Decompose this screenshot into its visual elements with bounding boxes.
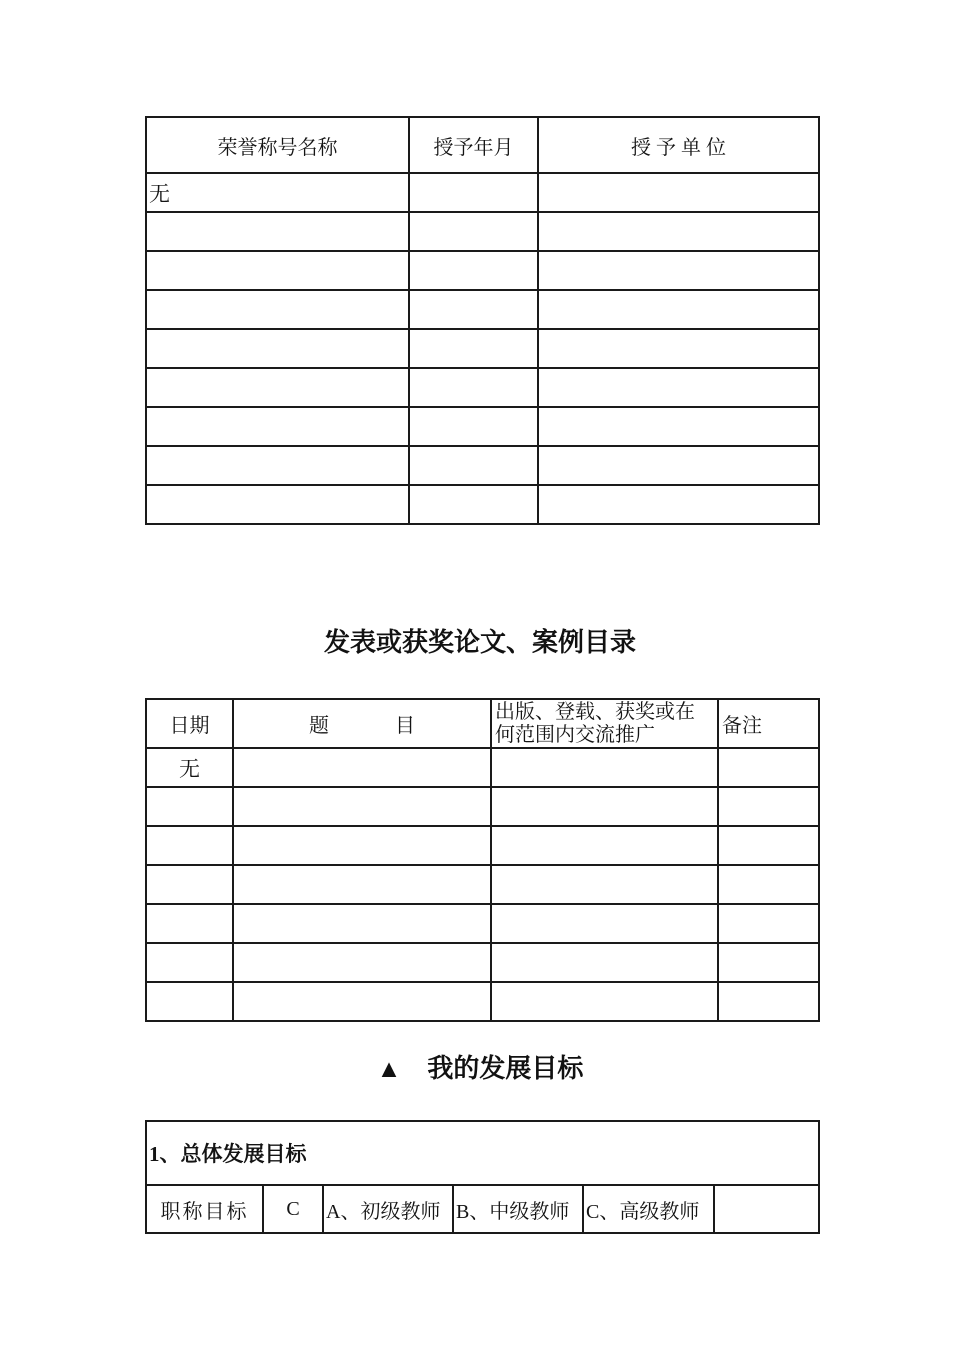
table-cell [146,251,409,290]
honor-titles-table [145,116,820,525]
table-cell [718,787,819,826]
honor-name-cell: 无 [146,173,409,212]
table-cell [409,329,538,368]
title-goal-value: C [263,1185,323,1233]
table-cell [233,865,491,904]
table-row [146,290,819,329]
table-cell [718,748,819,787]
goals-options-row [146,1185,819,1233]
table-cell [538,212,819,251]
table-cell [146,368,409,407]
table-cell [491,904,718,943]
table-cell [491,982,718,1021]
table-cell [146,485,409,524]
honor-col-date-header: 授予年月 [409,117,538,173]
table-cell [718,943,819,982]
honor-col-name-header: 荣誉称号名称 [146,117,409,173]
table-cell [146,787,233,826]
table-cell [233,943,491,982]
table-row [146,982,819,1021]
table-row [146,865,819,904]
table-cell [538,485,819,524]
table-cell [538,446,819,485]
table-cell [146,826,233,865]
table-cell [409,290,538,329]
papers-col-remarks-header: 备注 [718,699,819,748]
table-cell [233,982,491,1021]
honor-col-unit-header: 授 予 单 位 [538,117,819,173]
table-row [146,787,819,826]
table-cell [146,982,233,1021]
title-header-right: 目 [395,715,415,737]
table-cell [146,290,409,329]
option-c-label: C、高级教师 [583,1185,714,1233]
table-cell [718,865,819,904]
table-cell [146,407,409,446]
table-row [146,485,819,524]
table-cell [538,290,819,329]
option-b-label: B、中级教师 [453,1185,583,1233]
table-cell [233,826,491,865]
table-cell [409,407,538,446]
table-row [146,368,819,407]
table-cell [409,368,538,407]
table-cell [409,446,538,485]
goals-table [145,1120,820,1234]
table-row [146,904,819,943]
table-cell [409,212,538,251]
table-cell [233,748,491,787]
title-goal-label: 职称目标 [146,1185,263,1233]
table-row [146,212,819,251]
table-row [146,826,819,865]
papers-col-title-header [233,699,491,748]
table-cell [146,329,409,368]
papers-table [145,698,820,1022]
table-cell [714,1185,819,1233]
table-cell [409,173,538,212]
table-cell [491,748,718,787]
honor-header-row [146,117,819,173]
table-cell [491,787,718,826]
table-cell [718,904,819,943]
table-cell [491,865,718,904]
papers-section-title: 发表或获奖论文、案例目录 [323,628,636,657]
table-cell [146,212,409,251]
table-cell [233,904,491,943]
table-cell [718,826,819,865]
table-cell [538,329,819,368]
table-cell [409,251,538,290]
table-cell [538,251,819,290]
table-row [146,748,819,787]
table-row [146,446,819,485]
goals-section-row [146,1121,819,1185]
table-cell [233,787,491,826]
table-row [146,251,819,290]
papers-header-row [146,699,819,748]
table-cell [146,943,233,982]
table-cell [538,368,819,407]
table-row [146,943,819,982]
table-cell [491,943,718,982]
table-cell [718,982,819,1021]
table-cell [146,446,409,485]
table-cell [538,407,819,446]
table-row [146,407,819,446]
goals-section-title [0,1054,960,1085]
option-a-label: A、初级教师 [323,1185,453,1233]
table-cell [146,904,233,943]
title-header-left: 题 [309,715,329,737]
table-cell [409,485,538,524]
goals-section-label: 1、总体发展目标 [146,1121,819,1185]
table-cell [491,826,718,865]
table-row [146,329,819,368]
triangle-icon: ▲ [376,1056,402,1083]
papers-col-publication-header: 出版、登载、获奖或在何范围内交流推广 [491,699,718,748]
papers-date-cell: 无 [146,748,233,787]
goals-title-text: 我的发展目标 [427,1054,584,1083]
table-cell [538,173,819,212]
table-cell [146,865,233,904]
table-row [146,173,819,212]
papers-col-date-header: 日期 [146,699,233,748]
